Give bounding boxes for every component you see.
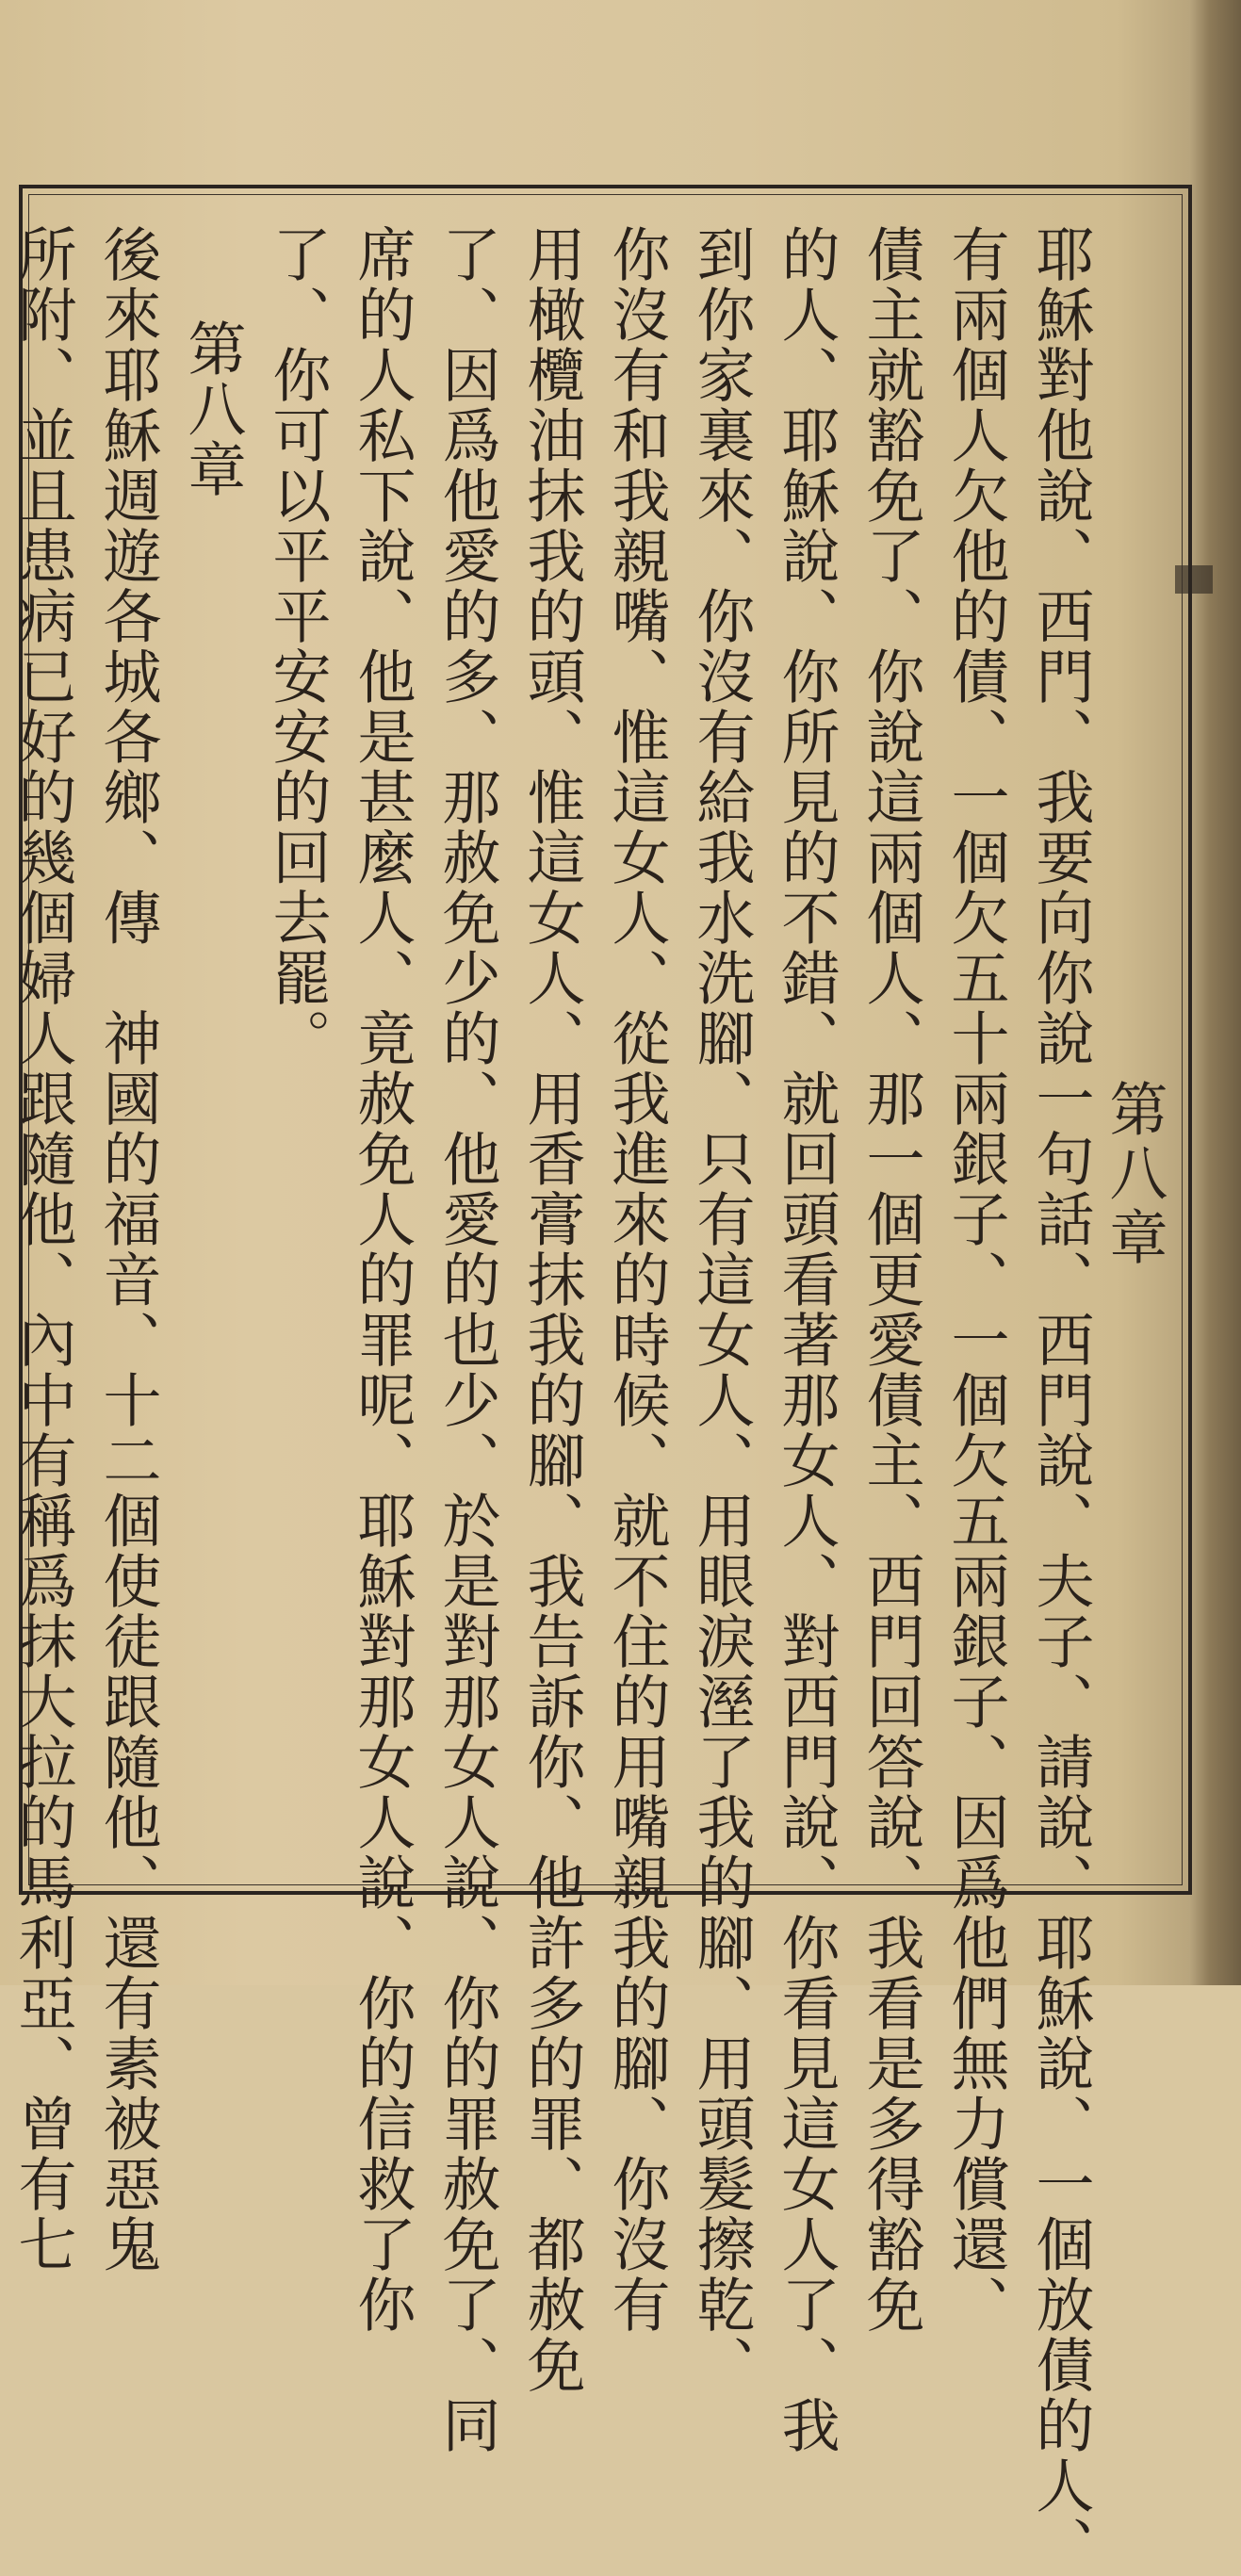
text-column: 用橄欖油抹我的頭、惟這女人、用香膏抹我的腳、我告訴你、他許多的罪、都赦免 (517, 224, 586, 2395)
chapter-heading: 第八章 (178, 318, 247, 499)
text-column: 後來耶穌週遊各城各鄉、傳 神國的福音、十二個使徒跟隨他、還有素被惡鬼 (93, 224, 162, 2274)
running-chapter-title: 第八章 (1100, 1079, 1168, 1271)
text-column: 了、你可以平平安安的回去罷。 (263, 224, 332, 1068)
text-column: 的人、耶穌說、你所見的不錯、就回頭看著那女人、對西門說、你看見這女人了、我 (772, 224, 841, 2455)
text-column: 了、因爲他愛的多、那赦免少的、他愛的也少、於是對那女人說、你的罪赦免了、同 (433, 224, 501, 2455)
text-column: 債主就豁免了、你說這兩個人、那一個更愛債主、西門回答說、我看是多得豁免 (857, 224, 925, 2335)
text-column: 有兩個人欠他的債、一個欠五十兩銀子、一個欠五兩銀子、因爲他們無力償還、 (941, 224, 1010, 2335)
text-column: 席的人私下說、他是甚麼人、竟赦免人的罪呢、耶穌對那女人說、你的信救了你 (348, 224, 416, 2335)
text-column: 到你家裏來、你沒有給我水洗腳、只有這女人、用眼淚溼了我的腳、用頭髮擦乾、 (687, 224, 756, 2395)
text-column: 所附、並且患病已好的幾個婦人跟隨他、內中有稱爲抹大拉的馬利亞、曾有七 (8, 224, 77, 2274)
text-column: 你沒有和我親嘴、惟這女人、從我進來的時候、就不住的用嘴親我的腳、你沒有 (602, 224, 671, 2335)
book-spine (1189, 0, 1241, 1985)
body-text (8, 224, 1102, 2576)
text-column: 耶穌對他說、西門、我要向你說一句話、西門說、夫子、請說、耶穌說、一個放債的人、 (1026, 224, 1095, 2576)
